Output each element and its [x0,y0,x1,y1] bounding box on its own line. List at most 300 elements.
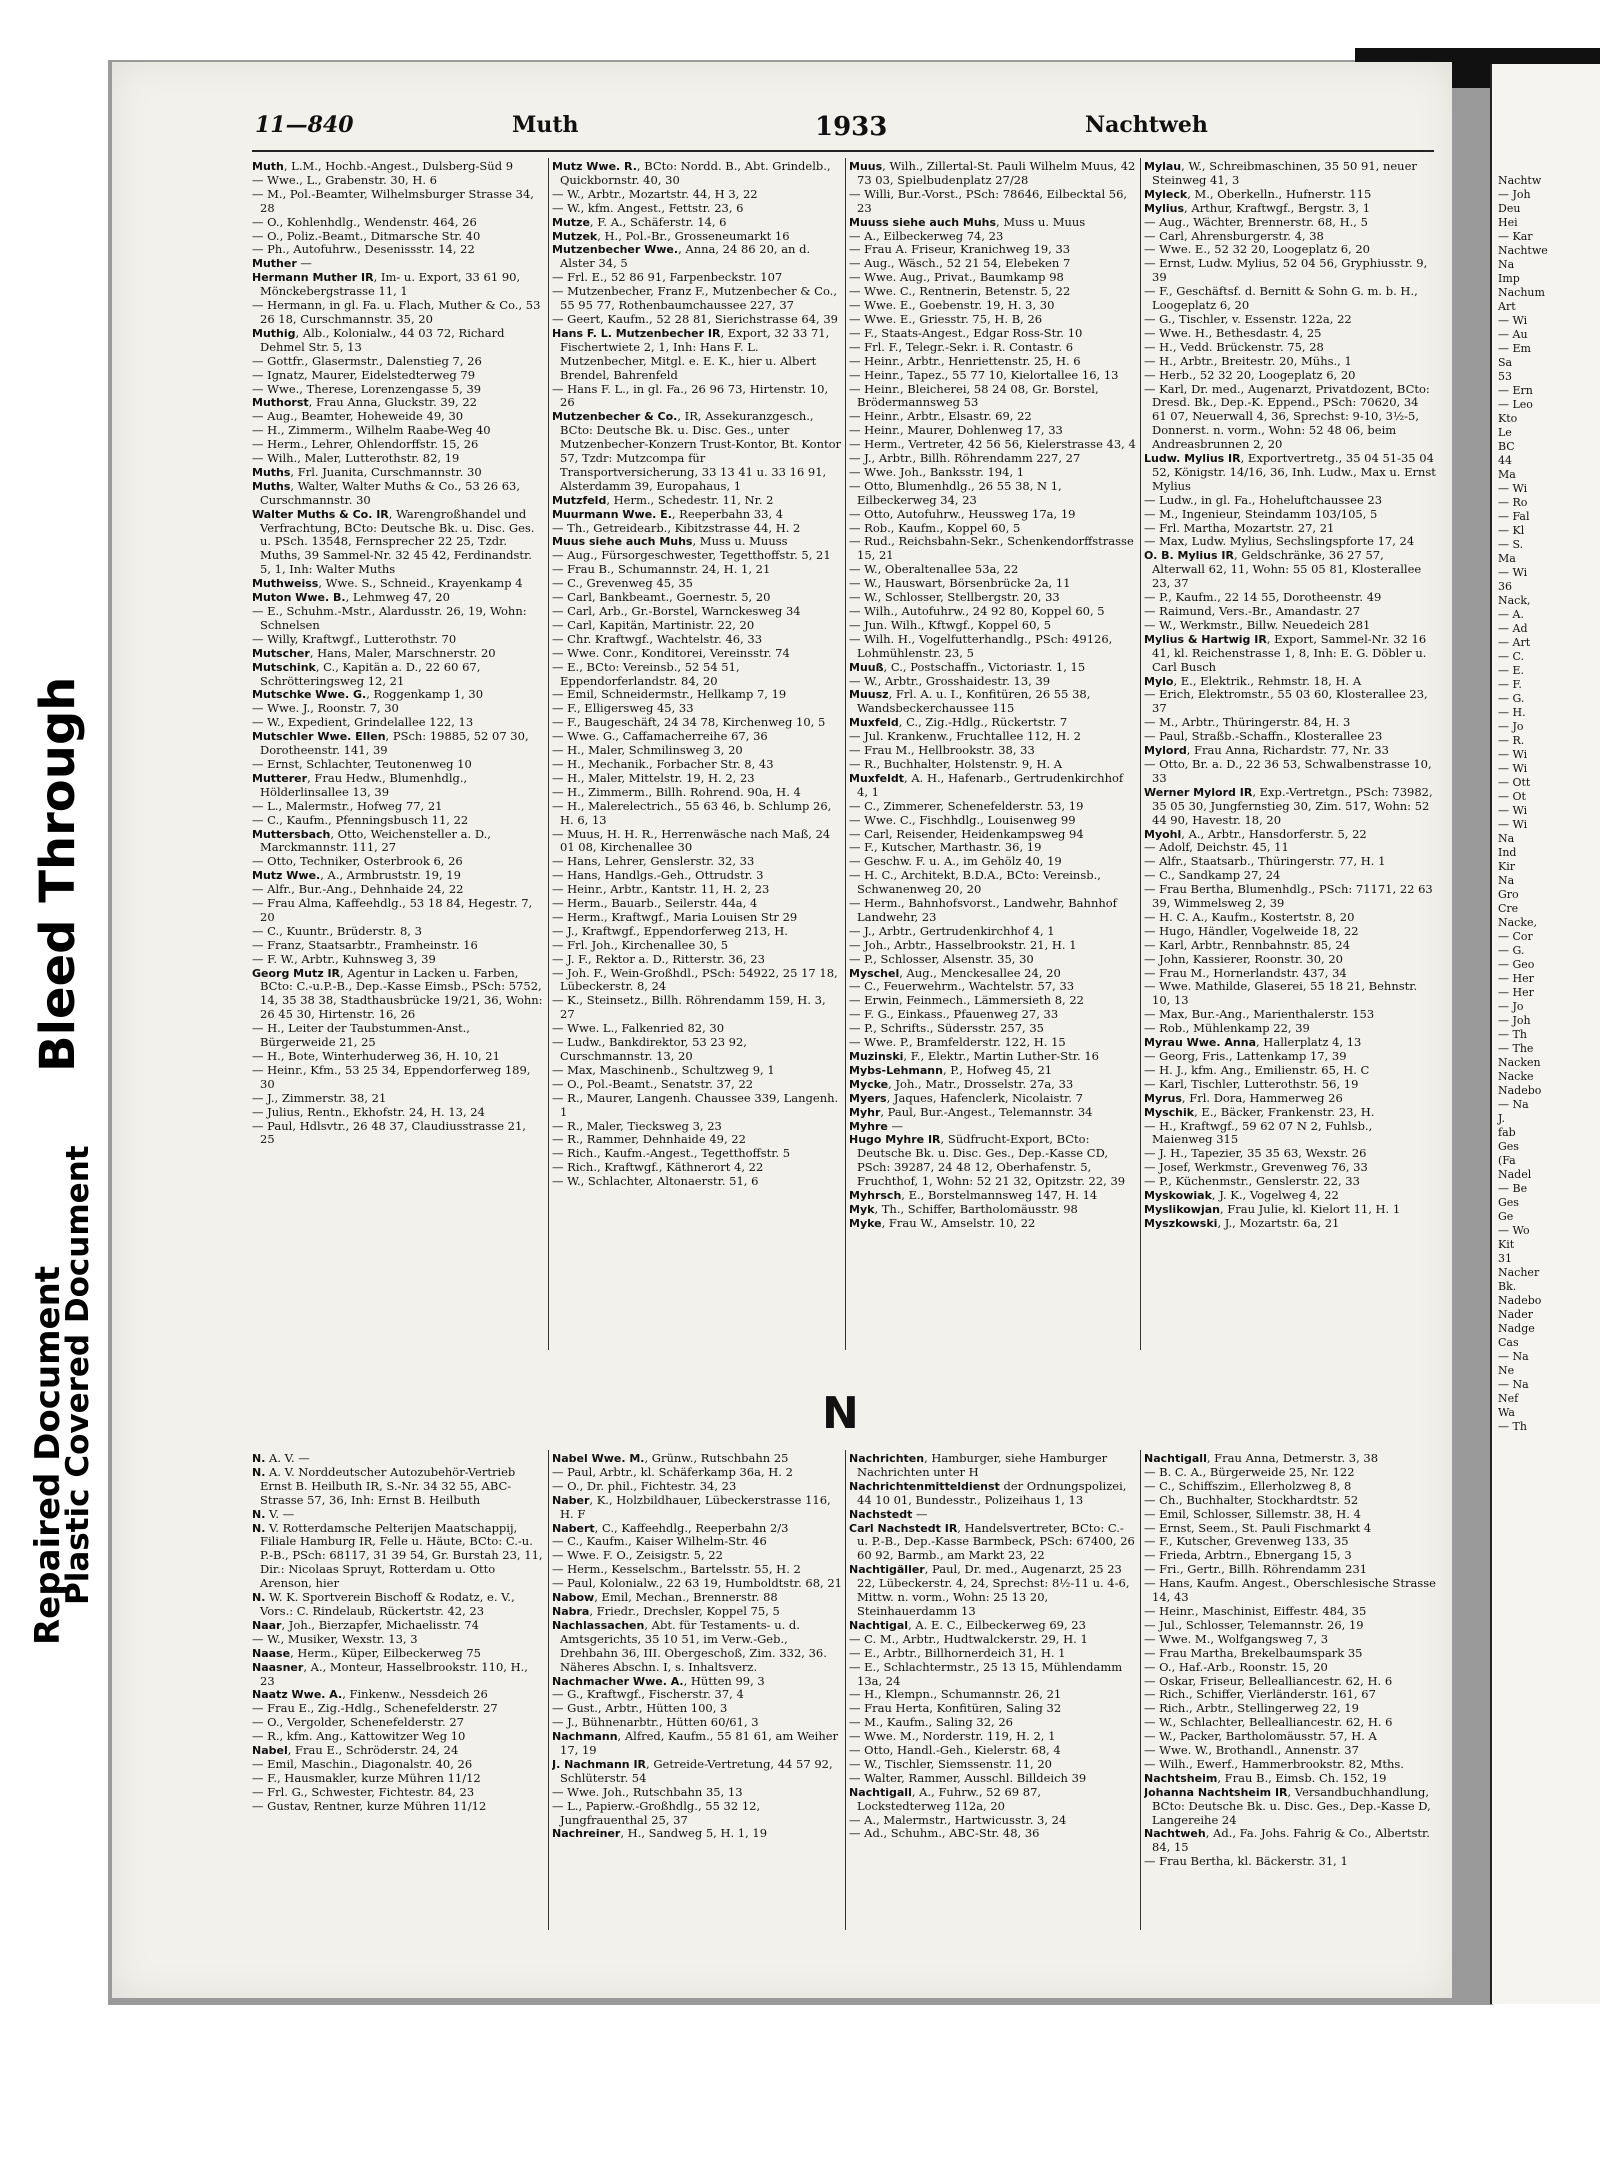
facing-page-word: — Wi [1498,566,1528,579]
directory-entry: — Carl, Bankbeamt., Goernestr. 5, 20 [552,590,771,605]
facing-page-word: — Au [1498,328,1528,341]
facing-page-word: Nacke, [1498,916,1538,929]
facing-page-word: Cas [1498,1336,1519,1349]
directory-entry: — John, Kassierer, Roonstr. 30, 20 [1144,951,1343,966]
directory-entry: — W., kfm. Angest., Fettstr. 23, 6 [552,200,744,215]
directory-entry: Muusz, Frl. A. u. I., Konfitüren, 26 55 38, Wandsbeckerchaussee 115 [849,687,1091,716]
directory-entry: — Otto, Techniker, Osterbrook 6, 26 [252,854,463,869]
directory-entry: Mutschink, C., Kapitän a. D., 22 60 67, Schrötteringsweg 12, 21 [252,659,481,688]
directory-entry: Georg Mutz IR, Agentur in Lacken u. Farben, BCto: C.-u.P.-B., Dep.-Kasse Eimsb., PSch: 5752, 14, 35 38 38, Stadthausbrücke 19/21, 36, Wohn: 26 45 30, Hirtenstr. 16, 26 [252,965,543,1022]
facing-page-word: — Geo [1498,958,1535,971]
directory-column-n-1 [252,1452,544,1930]
directory-entry: Ludw. Mylius IR, Exportvertretg., 35 04 51-35 04 52, Königstr. 14/16, 36, Inh. Ludw., Max u. Ernst Mylius [1144,451,1436,493]
directory-entry: — P., Kaufm., 22 14 55, Dorotheenstr. 49 [1144,590,1382,605]
directory-entry: — Gustav, Rentner, kurze Mühren 11/12 [252,1798,487,1813]
directory-entry: Mybs-Lehmann, P., Hofweg 45, 21 [849,1062,1053,1077]
facing-page-word: — Her [1498,972,1534,985]
directory-entry: — R., Buchhalter, Holstenstr. 9, H. A [849,756,1063,771]
directory-entry: — H., Maler, Schmilinsweg 3, 20 [552,743,743,758]
directory-entry: — Otto, Handl.-Geh., Kielerstr. 68, 4 [849,1743,1061,1758]
facing-page-word: Ind [1498,846,1517,859]
directory-entry: — Wwe. M., Norderstr. 119, H. 2, 1 [849,1729,1056,1744]
directory-entry: Nachtigall, A., Fuhrw., 52 69 87, Lockstedterweg 112a, 20 [849,1784,1042,1813]
directory-entry: — M., Ingenieur, Steindamm 103/105, 5 [1144,506,1378,521]
repaired-label: Repaired Document [28,1265,68,1645]
directory-entry: — H., Maler, Mittelstr. 19, H. 2, 23 [552,770,755,785]
directory-entry: — G., Tischler, v. Essenstr. 122a, 22 [1144,311,1352,326]
directory-entry: — Otto, Blumenhdlg., 26 55 38, N 1, Eilbeckerweg 34, 23 [849,478,1062,507]
facing-page-word: — Ro [1498,496,1528,509]
directory-entry: — P., Schrifts., Südersstr. 257, 35 [849,1021,1044,1036]
directory-entry: — Walter, Rammer, Ausschl. Billdeich 39 [849,1770,1087,1785]
directory-entry: — F. W., Arbtr., Kuhnsweg 3, 39 [252,951,436,966]
directory-entry: — Rob., Kaufm., Koppel 60, 5 [849,520,1021,535]
directory-entry: Mutschke Wwe. G., Roggenkamp 1, 30 [252,687,484,702]
directory-entry: — Hans, Kaufm. Angest., Oberschlesische Strasse 14, 43 [1144,1576,1436,1605]
facing-page-word: Nachtw [1498,174,1542,187]
facing-page-word: — Na [1498,1378,1529,1391]
directory-entry: — W., Tischler, Siemssenstr. 11, 20 [849,1756,1052,1771]
directory-entry: — Wilh. H., Vogelfutterhandlg., PSch: 49126, Lohmühlenstr. 23, 5 [849,631,1113,660]
directory-entry: Muths, Walter, Walter Muths & Co., 53 26 63, Curschmannstr. 30 [252,478,521,507]
directory-entry: Nachtigal, A. E. C., Eilbeckerweg 69, 23 [849,1617,1086,1632]
directory-entry: Myhre — [849,1118,903,1133]
directory-entry: Mutz Wwe., A., Armbruststr. 19, 19 [252,868,461,883]
directory-entry: — Rich., Schiffer, Vierländerstr. 161, 67 [1144,1687,1376,1702]
facing-page-word: — Em [1498,342,1531,355]
directory-entry: Myslikowjan, Frau Julie, kl. Kielort 11, H. 1 [1144,1201,1401,1216]
facing-page-word: Nachum [1498,286,1545,299]
directory-entry: — R., kfm. Ang., Kattowitzer Weg 10 [252,1729,466,1744]
directory-entry: Hans F. L. Mutzenbecher IR, Export, 32 33 71, Fischertwiete 2, 1, Inh: Hans F. L. Mutzenbecher, Mitgl. e. E. K., hier u. Albert Brendel, Bahrenfeld [552,325,830,382]
directory-entry: — W., Schlosser, Stellbergstr. 20, 33 [849,590,1060,605]
directory-entry: — E., Schuhm.-Mstr., Alardusstr. 26, 19, Wohn: Schnelsen [252,604,527,632]
directory-entry: — Chr. Kraftwgf., Wachtelstr. 46, 33 [552,631,763,646]
directory-entry: Mutzek, H., Pol.-Br., Grosseneumarkt 16 [552,228,790,243]
column-rule [1140,1450,1141,1930]
directory-entry: Mutscher, Hans, Maler, Marschnerstr. 20 [252,645,496,660]
bleed-label: Bleed Through [30,676,86,1072]
directory-entry: — Herm., Vertreter, 42 56 56, Kielerstrasse 43, 4 [849,437,1136,452]
directory-entry: Myers, Jaques, Hafenclerk, Nicolaistr. 7 [849,1090,1083,1105]
facing-page-word: — Wi [1498,818,1528,831]
directory-entry: Myk, Th., Schiffer, Bartholomäusstr. 98 [849,1201,1078,1216]
directory-entry: — Heinr., Kfm., 53 25 34, Eppendorferweg 189, 30 [252,1062,531,1091]
directory-entry: N. V. Rotterdamsche Pelterijen Maatschappij, Filiale Hamburg IR, Felle u. Häute, BCto: C.-u. P.-B., PSch: 68117, 31 39 54, Gr. Burstah 23, 11, Dir.: Nicolaas Spruyt, Rotterdam u. Otto Arenson, hier [252,1520,543,1591]
facing-page-word: — Th [1498,1028,1527,1041]
directory-entry: — Frl. Joh., Kirchenallee 30, 5 [552,937,729,952]
directory-entry: — Frau M., Hornerlandstr. 437, 34 [1144,965,1347,980]
directory-entry: — H. C., Architekt, B.D.A., BCto: Vereinsb., Schwanenweg 20, 20 [849,868,1101,897]
directory-entry: — Ernst, Schlachter, Teutonenweg 10 [252,756,472,771]
directory-entry: — Heinr., Bleicherei, 58 24 08, Gr. Borstel, Brödermannsweg 53 [849,381,1099,410]
directory-entry: Muuss siehe auch Muhs, Muss u. Muus [849,214,1086,229]
directory-entry: — Wilh., Autofuhrw., 24 92 80, Koppel 60, 5 [849,604,1105,618]
directory-entry: — Alfr., Staatsarb., Thüringerstr. 77, H. 1 [1144,854,1386,869]
directory-entry: — W., Packer, Bartholomäusstr. 57, H. A [1144,1729,1377,1744]
facing-page [1490,64,1600,2004]
directory-entry: Muus, Wilh., Zillertal-St. Pauli Wilhelm Muus, 42 73 03, Spielbudenplatz 27/28 [849,160,1136,187]
directory-entry: — A., Eilbeckerweg 74, 23 [849,228,1004,243]
directory-column-3 [849,160,1137,1348]
directory-entry: — P., Küchenmstr., Genslerstr. 22, 33 [1144,1174,1360,1189]
directory-entry: — Adolf, Deichstr. 45, 11 [1144,840,1289,855]
directory-entry: Myhrsch, E., Borstelmannsweg 147, H. 14 [849,1188,1098,1203]
bottom-margin [0,1980,1600,2177]
directory-entry: — Hugo, Händler, Vogelweide 18, 22 [1144,923,1359,938]
facing-page-word: — Cor [1498,930,1533,943]
directory-entry: — Frau E., Zig.-Hdlg., Schenefelderstr. 27 [252,1701,498,1716]
directory-entry: — E., Schlachtermstr., 25 13 15, Mühlendamm 13a, 24 [849,1659,1123,1688]
directory-entry: Naber, K., Holzbildhauer, Lübeckerstrasse 116, H. F [552,1492,831,1521]
facing-page-word: Imp [1498,272,1520,285]
directory-entry: — C., Schiffszim., Ellerholzweg 8, 8 [1144,1478,1352,1493]
directory-entry: — G., Kraftwgf., Fischerstr. 37, 4 [552,1687,744,1702]
directory-entry: Hermann Muther IR, Im- u. Export, 33 61 90, Mönckebergstrasse 11, 1 [252,270,521,299]
facing-page-word: Cre [1498,902,1519,915]
directory-entry: Werner Mylord IR, Exp.-Vertretgn., PSch: 73982, 35 05 30, Jungfernstieg 30, Zim. 517, Wohn: 52 44 90, Havestr. 18, 20 [1144,784,1433,827]
directory-entry: — Ernst, Seem., St. Pauli Fischmarkt 4 [1144,1520,1372,1535]
facing-page-word: Art [1498,300,1516,313]
facing-page-word: — Fal [1498,510,1530,523]
directory-entry: Johanna Nachtsheim IR, Versandbuchhandlung, BCto: Deutsche Bk. u. Disc. Ges., Dep.-Kasse D, Langereihe 24 [1144,1784,1431,1827]
directory-entry: — H., Leiter der Taubstummen-Anst., Bürgerweide 21, 25 [252,1021,470,1050]
directory-entry: — Ignatz, Maurer, Eidelstedterweg 79 [252,367,476,382]
directory-entry: — W., Hauswart, Börsenbrücke 2a, 11 [849,576,1071,591]
directory-column-n-2 [552,1452,842,1930]
directory-entry: — Paul, Straßb.-Schaffn., Klosterallee 23 [1144,729,1383,744]
directory-entry: — Wwe. E., Griesstr. 75, H. B, 26 [849,311,1043,326]
directory-entry: Hugo Myhre IR, Südfrucht-Export, BCto: Deutsche Bk. u. Disc. Ges., Dep.-Kasse CD, PSch: 39287, 24 48 12, Oberhafenstr. 5, Fruchthof, 1, Wohn: 52 21 32, Opitzstr. 22, 39 [849,1132,1126,1189]
directory-entry: — J., Kraftwgf., Eppendorferweg 213, H. [552,923,788,938]
directory-entry: — Ch., Buchhalter, Stockhardtstr. 52 [1144,1492,1359,1507]
directory-entry: — Wilh., Maler, Lutterothstr. 82, 19 [252,451,460,466]
directory-entry: — Emil, Maschin., Diagonalstr. 40, 26 [252,1756,473,1771]
facing-page-word: Nack, [1498,594,1531,607]
directory-entry: — B. C. A., Bürgerweide 25, Nr. 122 [1144,1464,1355,1479]
directory-entry: — O., Pol.-Beamt., Senatstr. 37, 22 [552,1076,754,1091]
directory-entry: Nachmacher Wwe. A., Hütten 99, 3 [552,1673,765,1688]
directory-entry: Muth, L.M., Hochb.-Angest., Dulsberg-Süd 9 [252,160,514,173]
directory-entry: Mylo, E., Elektrik., Rehmstr. 18, H. A [1144,673,1362,688]
facing-page-word: — Wi [1498,804,1528,817]
directory-entry: — Paul, Kolonialw., 22 63 19, Humboldtstr. 68, 21 [552,1576,842,1591]
directory-entry: — W., Werkmstr., Billw. Neuedeich 281 [1144,617,1371,632]
directory-entry: — Joh. F., Wein-Großhdl., PSch: 54922, 25 17 18, Lübeckerstr. 8, 24 [552,965,838,994]
header-year: 1933 [815,112,888,142]
directory-entry: N. A. V. Norddeutscher Autozubehör-Vertrieb Ernst B. Heilbuth IR, S.-Nr. 34 32 55, ABC-Strasse 57, 36, Inh: Ernst B. Heilbuth [252,1464,516,1507]
directory-entry: Muxfeldt, A. H., Hafenarb., Gertrudenkirchhof 4, 1 [849,770,1124,799]
directory-entry: Mutzenbecher & Co., IR, Assekuranzgesch., BCto: Deutsche Bk. u. Disc. Ges., unter Mutzenbecher-Konzern Trust-Kontor, Bt. Kontor 57, Tzdr: Mutzcompa für Transportversicherung, 33 13 41 u. 33 16 91, Alsterdamm 39, Europahaus, 1 [552,409,842,493]
facing-page-word: Nacken [1498,1056,1541,1069]
directory-entry: — H., Zimmerm., Billh. Rohrend. 90a, H. 4 [552,784,801,799]
directory-entry: O. B. Mylius IR, Geldschränke, 36 27 57, Alterwall 62, 11, Wohn: 55 05 81, Klosterallee 23, 37 [1144,548,1422,591]
directory-entry: — Wwe. G., Caffamacherreihe 67, 36 [552,729,768,744]
directory-entry: — Franz, Staatsarbtr., Framheinstr. 16 [252,937,478,952]
directory-entry: — J., Zimmerstr. 38, 21 [252,1090,387,1105]
directory-entry: Nabra, Friedr., Drechsler, Koppel 75, 5 [552,1603,780,1618]
directory-entry: — H., Arbtr., Breitestr. 20, Mühs., 1 [1144,353,1352,368]
directory-entry: — Karl, Arbtr., Rennbahnstr. 85, 24 [1144,937,1351,952]
directory-entry: — Rich., Kraftwgf., Käthnerort 4, 22 [552,1160,764,1175]
directory-entry: — W., Schlachter, Bellealliancestr. 62, H. 6 [1144,1715,1393,1730]
directory-entry: Muther — [252,256,312,271]
directory-column-n-4 [1144,1452,1436,1930]
facing-page-word: Gro [1498,888,1519,901]
directory-entry: Myschik, E., Bäcker, Frankenstr. 23, H. [1144,1104,1375,1119]
directory-entry: Nachtweh, Ad., Fa. Johs. Fahrig & Co., Albertstr. 84, 15 [1144,1826,1430,1855]
directory-entry: — Emil, Schneidermstr., Hellkamp 7, 19 [552,687,787,702]
facing-page-word: — Her [1498,986,1534,999]
directory-entry: — H., Malerelectrich., 55 63 46, b. Schlump 26, H. 6, 13 [552,798,832,827]
facing-page-word: — Ott [1498,776,1531,789]
facing-page-word: — Ern [1498,384,1533,397]
column-rule [845,1450,846,1930]
directory-entry: — H. J., kfm. Ang., Emilienstr. 65, H. C [1144,1062,1370,1077]
directory-entry: — Muus, H. H. R., Herrenwäsche nach Maß, 24 01 08, Kirchenallee 30 [552,826,831,855]
directory-entry: — Alfr., Bur.-Ang., Dehnhaide 24, 22 [252,882,464,897]
directory-entry: — Max, Ludw. Mylius, Sechslingspforte 17, 24 [1144,534,1415,549]
facing-page-word: Nadel [1498,1168,1532,1181]
directory-entry: — F., Baugeschäft, 24 34 78, Kirchenweg 10, 5 [552,715,826,730]
directory-entry: — C., Kaufm., Kaiser Wilhelm-Str. 46 [552,1534,767,1549]
facing-page-word: — Joh [1498,1014,1531,1027]
directory-entry: — O., Dr. phil., Fichtestr. 34, 23 [552,1478,737,1493]
directory-entry: — Fri., Gertr., Billh. Röhrendamm 231 [1144,1562,1368,1577]
column-rule [548,1450,549,1930]
directory-entry: Naasner, A., Monteur, Hasselbrookstr. 110, H., 23 [252,1659,528,1688]
directory-entry: — Hans F. L., in gl. Fa., 26 96 73, Hirtenstr. 10, 26 [552,381,829,410]
facing-page-word: Bk. [1498,1280,1517,1293]
facing-page-word: — S. [1498,538,1524,551]
directory-entry: — W., Schlachter, Altonaerstr. 51, 6 [552,1174,759,1189]
directory-entry: Mutschler Wwe. Ellen, PSch: 19885, 52 07 30, Dorotheenstr. 141, 39 [252,729,529,758]
column-rule [548,158,549,1350]
directory-entry: — Frau Bertha, Blumenhdlg., PSch: 71171, 22 63 39, Wimmelsweg 2, 39 [1144,882,1433,911]
directory-entry: — E., Arbtr., Billhornerdeich 31, H. 1 [849,1645,1066,1660]
facing-page-word: Na [1498,832,1515,845]
facing-page-word: (Fa [1498,1154,1516,1167]
facing-page-word: — E. [1498,664,1525,677]
facing-page-word: — The [1498,1042,1534,1055]
directory-entry: Muthweiss, Wwe. S., Schneid., Krayenkamp 4 [252,576,523,591]
facing-page-word: — Wi [1498,482,1528,495]
section-letter: N [822,1388,859,1439]
directory-entry: Nachtigäller, Paul, Dr. med., Augenarzt, 25 23 22, Lübeckerstr. 4, 24, Sprechst: 8½-11 u. 4-6, Mittw. n. vorm., Wohn: 25 13 20, Steinhauerdamm 13 [849,1562,1130,1618]
directory-entry: — Wwe. E., Goebenstr. 19, H. 3, 30 [849,298,1055,313]
directory-entry: — R., Maurer, Langenh. Chaussee 339, Langenh. 1 [552,1090,839,1119]
directory-entry: — Frau B., Schumannstr. 24, H. 1, 21 [552,562,771,577]
facing-page-word: Ges [1498,1196,1519,1209]
directory-entry: — Herm., Bahnhofsvorst., Landwehr, Bahnhof Landwehr, 23 [849,896,1117,924]
directory-entry: — Wwe., Therese, Lorenzengasse 5, 39 [252,381,482,396]
facing-page-word: — Ad [1498,622,1528,635]
facing-page-word: Sa [1498,356,1513,369]
directory-entry: — L., Malermstr., Hofweg 77, 21 [252,798,443,813]
facing-page-word: J. [1498,1112,1506,1125]
directory-entry: — Aug., Fürsorgeschwester, Tegetthoffstr. 5, 21 [552,548,831,563]
directory-entry: — L., Papierw.-Großhdlg., 55 32 12, Jungfrauenthal 25, 37 [552,1798,761,1827]
directory-entry: — Wwe. M., Wolfgangsweg 7, 3 [1144,1631,1329,1646]
facing-page-word: Na [1498,874,1515,887]
directory-entry: — H., Klempn., Schumannstr. 26, 21 [849,1687,1062,1702]
directory-entry: — F. G., Einkass., Pfauenweg 27, 33 [849,1007,1059,1022]
directory-entry: — Wwe. H., Bethesdastr. 4, 25 [1144,325,1322,340]
directory-entry: — Willy, Kraftwgf., Lutterothstr. 70 [252,631,457,646]
directory-entry: — Frau Herta, Konfitüren, Saling 32 [849,1701,1062,1716]
directory-entry: — C., Kuuntr., Brüderstr. 8, 3 [252,923,422,938]
facing-page-word: — R. [1498,734,1525,747]
directory-entry: Muthig, Alb., Kolonialw., 44 03 72, Richard Dehmel Str. 5, 13 [252,325,505,354]
directory-entry: — H., Zimmerm., Wilhelm Raabe-Weg 40 [252,423,491,438]
directory-entry: — M., Kaufm., Saling 32, 26 [849,1715,1013,1730]
directory-entry: Mylius, Arthur, Kraftwgf., Bergstr. 3, 1 [1144,200,1371,215]
facing-page-word: — Jo [1498,720,1524,733]
directory-entry: — Frau M., Hellbrookstr. 38, 33 [849,743,1035,758]
directory-entry: — Aug., Wäsch., 52 21 54, Elebeken 7 [849,256,1071,271]
directory-entry: Mutze, F. A., Schäferstr. 14, 6 [552,214,727,229]
directory-entry: — Geert, Kaufm., 52 28 81, Sierichstrasse 64, 39 [552,311,838,326]
facing-page-word: Deu [1498,202,1521,215]
directory-entry: Myleck, M., Oberkelln., Hufnerstr. 115 [1144,186,1372,201]
directory-entry: — Frau Alma, Kaffeehdlg., 53 18 84, Hegestr. 7, 20 [252,896,533,924]
directory-entry: — Heinr., Arbtr., Kantstr. 11, H. 2, 23 [552,882,770,897]
directory-entry: — C., Sandkamp 27, 24 [1144,868,1281,883]
directory-entry: — Oskar, Friseur, Bellealliancestr. 62, H. 6 [1144,1673,1393,1688]
directory-entry: — Carl, Arb., Gr.-Borstel, Warnckesweg 34 [552,604,801,618]
directory-entry: Muttersbach, Otto, Weichensteller a. D., Marckmannstr. 111, 27 [252,826,491,855]
facing-page-word: Kit [1498,1238,1515,1251]
directory-entry: — Raimund, Vers.-Br., Amandastr. 27 [1144,604,1361,618]
directory-entry: — Paul, Arbtr., kl. Schäferkamp 36a, H. 2 [552,1464,793,1479]
directory-entry: Nachrichtenmitteldienst der Ordnungspolizei, 44 10 01, Bundesstr., Polizeihaus 1, 13 [849,1478,1127,1507]
facing-page-word: Ges [1498,1140,1519,1153]
directory-entry: — Herm., Kraftwgf., Maria Louisen Str 29 [552,909,798,924]
directory-entry: — J. F., Rektor a. D., Ritterstr. 36, 23 [552,951,765,966]
facing-page-word: — Art [1498,636,1531,649]
directory-entry: — C., Kaufm., Pfenningsbusch 11, 22 [252,812,469,827]
facing-page-word: 53 [1498,370,1512,383]
facing-page-word: — Na [1498,1350,1529,1363]
directory-entry: — Georg, Fris., Lattenkamp 17, 39 [1144,1049,1347,1063]
directory-entry: — W., Arbtr., Mozartstr. 44, H 3, 22 [552,186,758,201]
facing-page-word: Nader [1498,1308,1533,1321]
directory-entry: — Frau A. Friseur, Kranichweg 19, 33 [849,242,1071,257]
directory-entry: — Wwe. C., Rentnerin, Betenstr. 5, 22 [849,284,1071,299]
directory-entry: — Frl. Martha, Mozartstr. 27, 21 [1144,520,1335,535]
plastic-label: Plastic Covered Document [60,1145,96,1605]
directory-entry: — J., Arbtr., Gertrudenkirchhof 4, 1 [849,923,1055,938]
directory-entry: — Aug., Wächter, Brennerstr. 68, H., 5 [1144,214,1368,229]
directory-entry: — Rich., Arbtr., Stellingerweg 22, 19 [1144,1701,1359,1716]
facing-page-word: 31 [1498,1252,1512,1265]
directory-entry: — Geschw. F. u. A., im Gehölz 40, 19 [849,854,1062,869]
directory-entry: — H., Vedd. Brückenstr. 75, 28 [1144,339,1324,354]
directory-entry: — W., Expedient, Grindelallee 122, 13 [252,715,474,730]
directory-entry: — Rich., Kaufm.-Angest., Tegetthoffstr. 5 [552,1146,791,1161]
directory-entry: — Jun. Wilh., Kftwgf., Koppel 60, 5 [849,617,1052,632]
directory-entry: — Karl, Tischler, Lutterothstr. 56, 19 [1144,1076,1359,1091]
directory-entry: — Gust., Arbtr., Hütten 100, 3 [552,1701,728,1716]
facing-page-word: BC [1498,440,1515,453]
facing-page-word: — Na [1498,1098,1529,1111]
directory-entry: — P., Schlosser, Alsenstr. 35, 30 [849,951,1034,966]
directory-entry: Muthorst, Frau Anna, Gluckstr. 39, 22 [252,395,477,410]
directory-entry: — Wwe. Mathilde, Glaserei, 55 18 21, Behnstr. 10, 13 [1144,979,1418,1008]
directory-entry: Myskowiak, J. K., Vogelweg 4, 22 [1144,1188,1339,1203]
directory-entry: Muxfeld, C., Zig.-Hdlg., Rückertstr. 7 [849,715,1068,730]
directory-entry: Nachmann, Alfred, Kaufm., 55 81 61, am Weiher 17, 19 [552,1729,839,1758]
directory-column-1 [252,160,544,1348]
directory-entry: Naatz Wwe. A., Finkenw., Nessdeich 26 [252,1687,488,1702]
facing-page-word: Nef [1498,1392,1519,1405]
facing-page-word: — Wi [1498,748,1528,761]
facing-page-word: — Wi [1498,762,1528,775]
directory-entry: — Carl, Kapitän, Martinistr. 22, 20 [552,617,755,632]
facing-page-word: — Kl [1498,524,1525,537]
directory-entry: — Herm., Kesselschm., Bartelsstr. 55, H. 2 [552,1562,801,1577]
directory-entry: — Hermann, in gl. Fa. u. Flach, Muther & Co., 53 26 18, Curschmannstr. 35, 20 [252,298,541,326]
directory-entry: — Aug., Beamter, Hoheweide 49, 30 [252,409,464,424]
facing-page-word: fab [1498,1126,1516,1139]
directory-entry: — Ludw., Bankdirektor, 53 23 92, Curschmannstr. 13, 20 [552,1035,747,1063]
directory-entry: Myrau Wwe. Anna, Hallerplatz 4, 13 [1144,1035,1362,1050]
directory-entry: J. Nachmann IR, Getreide-Vertretung, 44 57 92, Schlüterstr. 54 [552,1756,833,1785]
directory-entry: Myhr, Paul, Bur.-Angest., Telemannstr. 34 [849,1104,1093,1119]
directory-entry: Muuß, C., Postschaffn., Victoriastr. 1, 15 [849,659,1086,674]
facing-page-word: — Th [1498,1420,1527,1433]
directory-entry: — F., Kutscher, Grevenweg 133, 35 [1144,1534,1349,1549]
directory-entry: — Emil, Schlosser, Sillemstr. 38, H. 4 [1144,1506,1361,1521]
directory-entry: — Josef, Werkmstr., Grevenweg 76, 33 [1144,1160,1368,1175]
directory-entry: — Jul., Schlosser, Telemannstr. 26, 19 [1144,1617,1364,1632]
directory-entry: Walter Muths & Co. IR, Warengroßhandel und Verfrachtung, BCto: Deutsche Bk. u. Disc. Ges. u. PSch. 13548, Fernsprecher 22 25, Tzdr. Muths, 39 Sammel-Nr. 32 45 42, Ferdinandstr. 5, 1, Inh: Walter Muths [252,506,535,577]
directory-entry: — Carl, Ahrensburgerstr. 4, 38 [1144,228,1324,243]
directory-entry: Mylord, Frau Anna, Richardstr. 77, Nr. 33 [1144,743,1389,758]
directory-entry: — Frl. G., Schwester, Fichtestr. 84, 23 [252,1784,475,1799]
directory-entry: — O., Vergolder, Schenefelderstr. 27 [252,1715,464,1730]
directory-entry: Muurmann Wwe. E., Reeperbahn 33, 4 [552,506,784,521]
header-rule [252,150,1434,152]
directory-entry: Mutz Wwe. R., BCto: Nordd. B., Abt. Grindelb., Quickbornstr. 40, 30 [552,160,831,187]
directory-entry: — H., Kraftwgf., 59 62 07 N 2, Fuhlsb., Maienweg 315 [1144,1118,1373,1147]
directory-entry: — Herb., 52 32 20, Loogeplatz 6, 20 [1144,367,1356,382]
directory-entry: — Frieda, Arbtrn., Ebnergang 15, 3 [1144,1548,1352,1563]
directory-entry: Myszkowski, J., Mozartstr. 6a, 21 [1144,1215,1340,1230]
directory-entry: Mylau, W., Schreibmaschinen, 35 50 91, neuer Steinweg 41, 3 [1144,160,1417,187]
directory-entry: — Wwe. Joh., Banksstr. 194, 1 [849,464,1025,479]
directory-entry: — W., Oberaltenallee 53a, 22 [849,562,1019,577]
facing-page-word: — Kar [1498,230,1533,243]
directory-entry: — A., Malermstr., Hartwicusstr. 3, 24 [849,1812,1067,1827]
directory-entry: — Wilh., Ewerf., Hammerbrookstr. 82, Mths. [1144,1756,1404,1771]
directory-entry: Muths, Frl. Juanita, Curschmannstr. 30 [252,464,482,479]
facing-page-word: Nacke [1498,1070,1534,1083]
directory-entry: Mutzenbecher Wwe., Anna, 24 86 20, an d. Alster 34, 5 [552,242,811,271]
directory-entry: — Heinr., Maschinist, Eiffestr. 484, 35 [1144,1603,1367,1618]
directory-entry: — H., Mechanik., Forbacher Str. 8, 43 [552,756,774,771]
facing-page-word: Ne [1498,1364,1515,1377]
directory-column-4 [1144,160,1436,1348]
directory-entry: — H., Bote, Winterhuderweg 36, H. 10, 21 [252,1049,500,1063]
directory-entry: — Rud., Reichsbahn-Sekr., Schenkendorffstrasse 15, 21 [849,534,1134,563]
facing-page-word: 36 [1498,580,1512,593]
directory-entry: — M., Arbtr., Thüringerstr. 84, H. 3 [1144,715,1351,730]
directory-entry: — O., Kohlenhdlg., Wendenstr. 464, 26 [252,214,477,229]
facing-page-word: — Be [1498,1182,1528,1195]
directory-entry: — F., Elligersweg 45, 33 [552,701,694,716]
directory-entry: Myohl, A., Arbtr., Hansdorferstr. 5, 22 [1144,826,1367,841]
